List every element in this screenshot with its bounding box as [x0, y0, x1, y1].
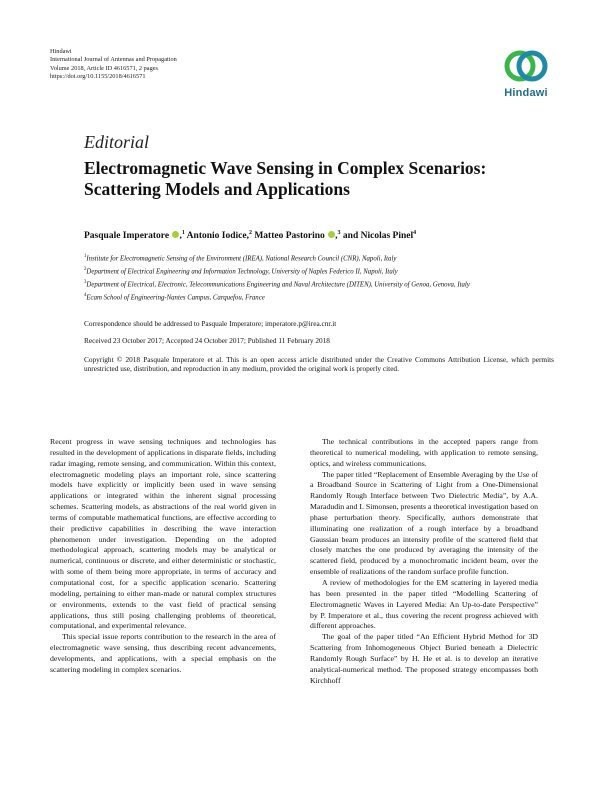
volume-info: Volume 2018, Article ID 4616571, 2 pages — [50, 64, 158, 72]
copyright-notice: Copyright © 2018 Pasquale Imperatore et al. This is an open access article distributed under the Creative Commons Attribution License, which permits unrestricted use, distribution, and reproduction in any medium, provided the original work is properly cited. — [84, 355, 554, 374]
body-paragraph: The technical contributions in the accepted papers range from theoretical to numerical modeling, with application to remote sensing, optics, and wireless communications. — [310, 437, 538, 468]
author-1[interactable]: Pasquale Imperatore ,$^1$ — [84, 230, 185, 242]
doi-link[interactable]: https://doi.org/10.1155/2018/4616571 — [50, 72, 146, 80]
body-paragraph: This special issue reports contribution to the research in the area of electromagnetic wave sensing, thus describing recent advancements, developments, and applications, with a special emphasis on the scattering modeling in complex scenarios. — [50, 632, 276, 674]
affiliation-3: $^3$Department of Electrical, Electronic, Telecommunications Engineering and Naval Architecture (DITEN), University of Genoa, Genova, Italy — [84, 279, 470, 288]
journal-name: International Journal of Antennas and Propagation — [50, 56, 177, 64]
affiliation-4: $^4$Ecam School of Engineering-Nantes Campus, Carquefou, France — [84, 292, 265, 301]
orcid-icon[interactable] — [172, 231, 179, 238]
affiliations — [84, 252, 554, 303]
publication-dates: Received 23 October 2017; Accepted 24 October 2017; Published 11 February 2018 — [84, 336, 330, 345]
body-paragraph: Recent progress in wave sensing techniques and technologies has resulted in the development of applications in disparate fields, including radar imaging, remote sensing, and communication. Within this context, electromagnetic modeling plays an important role, since scattering models have explicitly or implicitly been used in wave sensing applications or integrated within the inherent signal processing schemes. Scattering models, as abstractions of the real world given in terms of computable mathematical functions, are effective according to their predictive capabilities in describing the wave interaction phenomenon under investigation. Depending on the adopted methodological approach, scattering models may be analytical or numerical, continuous or discrete, and either deterministic or stochastic, with some of them being more appropriate, in terms of accuracy and computational cost, for a specific application scenario. Scattering modeling, pertaining to either man-made or natural complex structures or environments, extends to the vast field of practical sensing applications, thus still posing challenging problems of theoretical, computational, and experimental relevance. — [50, 437, 276, 631]
orcid-icon[interactable] — [328, 231, 335, 238]
author-list — [84, 230, 554, 241]
correspondence-line: Correspondence should be addressed to Pasquale Imperatore; imperatore.p@irea.cnr.it — [84, 319, 337, 328]
author-3[interactable]: Matteo Pastorino ,$^3$ — [254, 230, 341, 242]
hindawi-logo-rings-icon — [496, 46, 556, 88]
author-2[interactable]: Antonio Iodice,$^2$ — [186, 230, 252, 242]
journal-header — [50, 48, 350, 81]
body-paragraph: A review of methodologies for the EM scattering in layered media has been presented in the paper titled “Modelling Scattering of Electromagnetic Waves in Layered Media: An Up-to-date Perspective” by P. Imperatore et al., thus covering the recent progress achieved with different approaches. — [310, 577, 538, 631]
body-paragraph: The goal of the paper titled “An Efficient Hybrid Method for 3D Scattering from Inhomogeneous Object Buried beneath a Dielectric Randomly Rough Surface” by H. He et al. is to develop an iterative analytical-numerical method. The proposed strategy encompasses both Kirchhoff — [310, 632, 538, 685]
affiliation-1: $^1$Institute for Electromagnetic Sensing of the Environment (IREA), National Research Council (CNR), Napoli, Italy — [84, 254, 397, 263]
hindawi-logo-text: Hindawi — [504, 87, 548, 99]
section-label: Editorial — [84, 132, 150, 152]
author-4[interactable]: and Nicolas Pinel$^4$ — [342, 230, 417, 242]
article-title: Electromagnetic Wave Sensing in Complex Scenarios: Scattering Models and Applications — [84, 158, 487, 199]
body-column-left — [50, 437, 276, 676]
affiliation-2: $^2$Department of Electrical Engineering and Information Technology, University of Naples Federico II, Napoli, Italy — [84, 266, 398, 276]
hindawi-logo — [496, 46, 556, 106]
body-paragraph: The paper titled “Replacement of Ensemble Averaging by the Use of a Broadband Source in Scattering of Light from a One-Dimensional Randomly Rough Interface between Two Dielectric Media”, by A.A. Maradudin and I. Simonsen, presents a theoretical investigation based on phase perturbation theory. Specifically, authors demonstrate that illuminating one realization of a rough interface by a broadband Gaussian beam produces an intensity profile of the scattered field that closely matches the one produced by averaging the intensity of the scattered field, produced by a monochromatic incident beam, over the ensemble of realizations of the random surface profile function. — [310, 469, 539, 577]
publisher-name: Hindawi — [50, 48, 72, 55]
body-column-right — [310, 437, 538, 686]
